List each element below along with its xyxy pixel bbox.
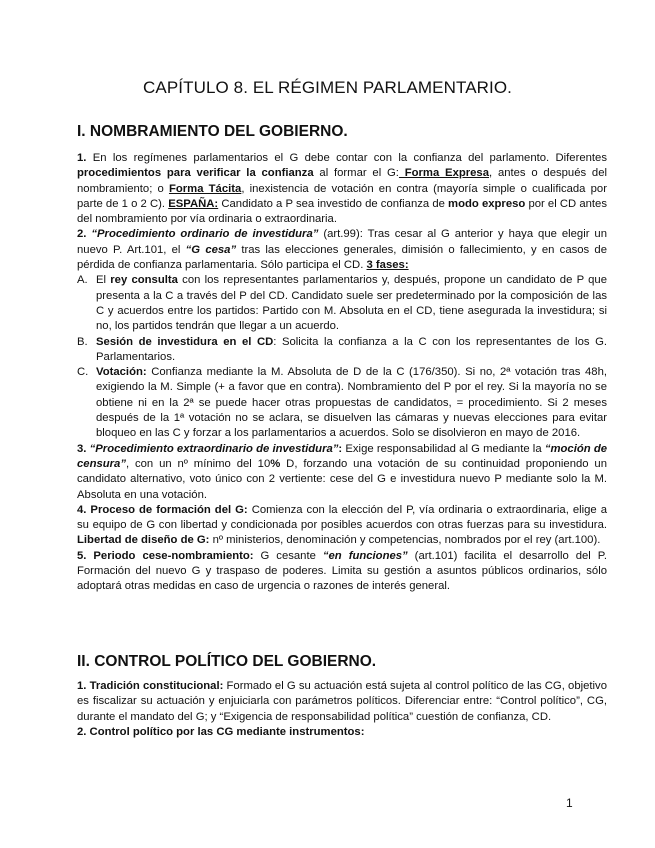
paragraph-1-1: 1. En los regímenes parlamentarios el G debe contar con la confianza del parlamento. Diferentes procedimientos para verificar la confianza al formar el G: Forma Expresa, antes o después del nombramiento; o Forma Tácita, inexistencia de votación en contra (mayoría simple o cualificada por parte de 1 o 2 C). ESPAÑA: Candidato a P sea investido de confianza de modo expreso por el CD antes del nombramiento por vía ordinaria o extraordinaria.: [77, 152, 608, 226]
section-1-heading: I. NOMBRAMIENTO DEL GOBIERNO.: [77, 123, 348, 140]
paragraph-1-3: 3. “Procedimiento extraordinario de investidura”: Exige responsabilidad al G mediante la “moción de censura”, con un nº mínimo del 10% D, forzando una votación de su continuidad proponiendo un candidato alternativo, voto único con 2 vertiente: cese del G e investidura nuevo P mediante solo la M. Absoluta en una votación.: [77, 442, 608, 501]
list-item-a: A. El rey consulta con los representantes parlamentarios y, después, propone un candidato de P que presenta a la C a través del P del CD. Candidato suele ser predeterminado por la composición de las C y acuerdos entre los partidos: Partido con M. Absoluta en el CD, tiene asegurada la investidura; si no, los partidos tendrán que llegar a un acuerdo.: [77, 274, 607, 333]
paragraph-2-2: 2. Control político por las CG mediante instrumentos:: [77, 725, 365, 738]
paragraph-1-2: 2. “Procedimiento ordinario de investidura” (art.99): Tras cesar al G anterior y haya que elegir un nuevo P. Art.101, el “G cesa” tras las elecciones generales, dimisión o fallecimiento, y en casos de pérdida de confianza parlamentaria. Sólo participa el CD. 3 fases:: [77, 228, 607, 272]
paragraph-2-1: 1. Tradición constitucional: Formado el G su actuación está sujeta al control político de las CG, objetivo es fiscalizar su actuación y enjuiciarla con parámetros políticos. Diferenciar entre: “Control político”, CG, durante el mandato del G; y “Exigencia de responsabilidad política” cuestión de confianza, CD.: [77, 680, 607, 723]
section-2-body: [77, 679, 607, 740]
list-item-c: C. Votación: Confianza mediante la M. Absoluta de D de la C (176/350). Si no, 2ª votación tras 48h, exigiendo la M. Simple (+ a favor que en contra). Nombramiento del P por el rey. Si la mayoría no se obtiene ni en la 2ª se puede hacer otras propuestas de candidatos, = procedimiento. Si 2 meses después de la 1ª votación no se aclara, se disuelven las cámaras y nuevas elecciones para evitar bloqueo en las C y forzar a los parlamentarios a acuerdos. Solo se disolvieron en mayo de 2016.: [77, 366, 607, 440]
paragraph-1-5: 5. Periodo cese-nombramiento: G cesante “en funciones” (art.101) facilita el desarrollo del P. Formación del nuevo G y traspaso de poderes. Limita su gestión a asuntos públicos ordinarios, sólo adoptará otras medidas en caso de urgencia o razones de interés general.: [77, 549, 607, 593]
paragraph-1-4: 4. Proceso de formación del G: Comienza con la elección del P, vía ordinaria o extraordinaria, elige a su equipo de G con libertad y condicionada por posibles acuerdos con otras fuerzas para su investidura. Libertad de diseño de G: nº ministerios, denominación y competencias, nombrados por el rey (art.100).: [77, 503, 607, 547]
section-1-body: [77, 151, 607, 595]
chapter-title: CAPÍTULO 8. EL RÉGIMEN PARLAMENTARIO.: [143, 78, 512, 97]
section-2-heading: II. CONTROL POLÍTICO DEL GOBIERNO.: [77, 653, 377, 670]
page-number: 1: [566, 796, 573, 810]
list-item-b: B. Sesión de investidura en el CD: Solicita la confianza a la C con los representantes de los G. Parlamentarios.: [77, 335, 607, 363]
